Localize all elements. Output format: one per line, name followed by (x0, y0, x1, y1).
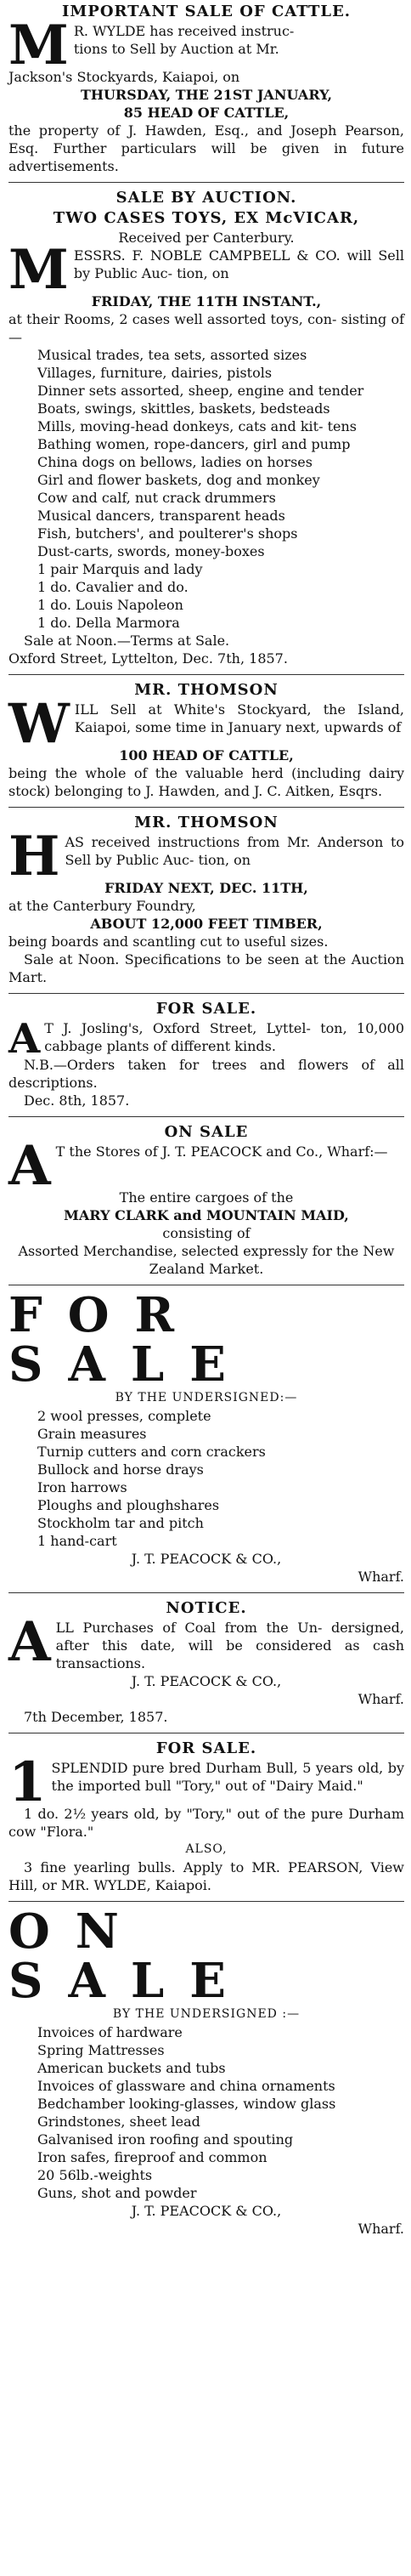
list-item: Grain measures (37, 1426, 147, 1442)
list-item: American buckets and tubs (37, 2060, 226, 2076)
ad-body: LL Purchases of Coal from the Un- dersigned, after this date, will be considered as cash transactions. (55, 1620, 404, 1671)
list-item: Bedchamber looking-glasses, window glass (37, 2096, 336, 2112)
ad-body: the property of J. Hawden, Esq., and Joseph Pearson, Esq. Further particulars will be given in future advertisements. (8, 122, 404, 174)
ad-body: at their Rooms, 2 cases well assorted toys, con- sisting of— (8, 311, 404, 345)
list-item: Fish, butchers', and poulterer's shops (37, 525, 298, 542)
ad-intro: SPLENDID pure bred Durham Bull, 5 years old, by the imported bull "Tory," out of "Dairy Maid." (51, 1760, 404, 1794)
ad-subheading: TWO CASES TOYS, EX McVICAR, (53, 209, 360, 227)
dropcap: A (8, 1134, 51, 1198)
dropcap: W (8, 692, 70, 756)
list-item: 1 pair Marquis and lady (37, 561, 203, 577)
ad-firm: J. T. PEACOCK & CO., (131, 1551, 282, 1567)
ad-firm: J. T. PEACOCK & CO., (131, 2203, 282, 2219)
list-item: 1 do. Della Marmora (37, 615, 180, 631)
dropcap: M (8, 14, 69, 77)
ad-cargoes: The entire cargoes of the (119, 1189, 294, 1206)
list-item: 20 56lb.-weights (37, 2167, 153, 2183)
ad-place: Wharf. (358, 1691, 404, 1707)
ad-firm: J. T. PEACOCK & CO., (131, 1673, 282, 1689)
list-item: Villages, furniture, dairies, pistols (37, 365, 273, 381)
ad-body: being the whole of the valuable herd (including dairy stock) belonging to J. Hawden, and J. C. Aitken, Esqrs. (8, 765, 404, 799)
ad-on-sale-peacock (8, 1901, 404, 2244)
ad-bigletters: ON SALE (8, 1904, 251, 2009)
list-item: Guns, shot and powder (37, 2185, 197, 2201)
ad-important-sale-of-cattle (8, 0, 404, 182)
ad-bigletters: FOR SALE (8, 1287, 251, 1393)
list-item: Turnip cutters and corn crackers (37, 1444, 266, 1460)
list-item: Invoices of hardware (37, 2024, 183, 2040)
ad-place: Wharf. (358, 2221, 404, 2237)
ad-date: THURSDAY, THE 21ST JANUARY, (80, 87, 333, 103)
list-item: Iron harrows (37, 1479, 127, 1495)
ad-terms: Sale at Noon.—Terms at Sale. (24, 633, 230, 649)
ad-footer: Oxford Street, Lyttelton, Dec. 7th, 1857. (8, 650, 288, 667)
ad-body: being boards and scantling cut to useful sizes. (8, 933, 329, 950)
ad-for-sale-bull (8, 1733, 404, 1901)
ad-heading: ON SALE (164, 1123, 249, 1141)
ad-intro: AS received instructions from Mr. Anderson to Sell by Public Auc- tion, on (65, 834, 404, 868)
list-item: Invoices of glassware and china ornaments (37, 2078, 335, 2094)
ad-intro: ILL Sell at White's Stockyard, the Island, Kaiapoi, some time in January next, upwards of (74, 701, 404, 735)
ad-by: BY THE UNDERSIGNED:— (115, 1391, 298, 1404)
ad-sale-by-auction-toys (8, 182, 404, 674)
list-item: Cow and calf, nut crack drummers (37, 490, 276, 506)
list-item: Mills, moving-head donkeys, cats and kit- tens (37, 418, 357, 434)
ad-heading: FOR SALE. (155, 1000, 257, 1018)
ad-for-sale-cabbage (8, 993, 404, 1116)
list-item: Bullock and horse drays (37, 1461, 204, 1478)
list-item: Stockholm tar and pitch (37, 1515, 204, 1531)
ad-body: Assorted Merchandise, selected expressly for the New Zealand Market. (18, 1243, 395, 1277)
list-item: 1 do. Louis Napoleon (37, 597, 183, 613)
ad-text: R. WYLDE has received instruc- (73, 23, 295, 39)
ad-heading: IMPORTANT SALE OF CATTLE. (61, 3, 352, 20)
ad-date: Dec. 8th, 1857. (24, 1092, 130, 1109)
item-list (8, 346, 404, 632)
dropcap: A (8, 1015, 41, 1063)
ad-noon: Sale at Noon. Specifications to be seen at the Auction Mart. (8, 951, 404, 985)
ad-heading: NOTICE. (166, 1599, 247, 1617)
dropcap: M (8, 238, 69, 302)
ad-intro: ESSRS. F. NOBLE CAMPBELL & CO. will Sell by Public Auc- tion, on (73, 247, 404, 281)
list-item: Musical trades, tea sets, assorted sizes (37, 347, 307, 363)
ad-consisting: consisting of (162, 1225, 251, 1241)
ad-received: Received per Canterbury. (118, 230, 295, 246)
ad-cattle: 85 HEAD OF CATTLE, (123, 105, 290, 121)
ad-cattle: 100 HEAD OF CATTLE, (119, 747, 294, 763)
item-list (8, 1407, 404, 1550)
ad-notice-coal (8, 1592, 404, 1733)
ad-heading: FOR SALE. (155, 1739, 257, 1757)
ad-mr-thomson-timber (8, 807, 404, 993)
ad-text: Jackson's Stockyards, Kaiapoi, on (8, 69, 240, 85)
ad-note: N.B.—Orders taken for trees and flowers of all descriptions. (8, 1057, 404, 1091)
ad-date: 7th December, 1857. (24, 1709, 168, 1725)
ad-also: ALSO, (185, 1842, 228, 1856)
list-item: Musical dancers, transparent heads (37, 508, 285, 524)
list-item: Galvanised iron roofing and spouting (37, 2131, 294, 2148)
ad-for-sale-peacock (8, 1285, 404, 1592)
ad-place: Wharf. (358, 1569, 404, 1585)
dropcap: A (8, 1610, 51, 1674)
ad-timber: ABOUT 12,000 FEET TIMBER, (90, 916, 323, 932)
list-item: Dinner sets assorted, sheep, engine and tender (37, 383, 364, 399)
ad-line2: 1 do. 2½ years old, by "Tory," out of the pure Durham cow "Flora." (8, 1806, 404, 1840)
ad-date: FRIDAY, THE 11TH INSTANT., (91, 293, 322, 309)
ad-text: tions to Sell by Auction at Mr. (73, 41, 279, 57)
ad-by: BY THE UNDERSIGNED :— (112, 2007, 301, 2021)
list-item: Grindstones, sheet lead (37, 2114, 200, 2130)
ad-intro: T the Stores of J. T. PEACOCK and Co., Wharf:— (55, 1143, 388, 1160)
ad-body: 3 fine yearling bulls. Apply to MR. PEARSON, View Hill, or MR. WYLDE, Kaiapoi. (8, 1859, 404, 1893)
ad-heading: MR. THOMSON (134, 681, 279, 699)
ad-intro: T J. Josling's, Oxford Street, Lyttel- ton, 10,000 cabbage plants of different kinds. (44, 1020, 404, 1054)
dropcap: 1 (8, 1750, 47, 1814)
list-item: 1 hand-cart (37, 1533, 117, 1549)
ad-heading: SALE BY AUCTION. (115, 189, 297, 207)
list-item: Bathing women, rope-dancers, girl and pump (37, 436, 351, 452)
list-item: Boats, swings, skittles, baskets, bedsteads (37, 400, 330, 417)
list-item: 1 do. Cavalier and do. (37, 579, 189, 595)
list-item: Girl and flower baskets, dog and monkey (37, 472, 320, 488)
ad-mr-thomson-cattle (8, 674, 404, 807)
ad-place: at the Canterbury Foundry, (8, 898, 196, 914)
list-item: Ploughs and ploughshares (37, 1497, 220, 1513)
list-item: China dogs on bellows, ladies on horses (37, 454, 312, 470)
ad-on-sale-stores (8, 1116, 404, 1285)
list-item: 2 wool presses, complete (37, 1408, 211, 1424)
item-list (8, 2023, 404, 2202)
list-item: Dust-carts, swords, money-boxes (37, 543, 265, 559)
dropcap: H (8, 825, 60, 888)
list-item: Iron safes, fireproof and common (37, 2149, 267, 2165)
ad-date: FRIDAY NEXT, DEC. 11TH, (104, 880, 308, 896)
list-item: Spring Mattresses (37, 2042, 165, 2058)
ad-heading: MR. THOMSON (134, 814, 279, 831)
ad-ships: MARY CLARK and MOUNTAIN MAID, (64, 1207, 349, 1223)
